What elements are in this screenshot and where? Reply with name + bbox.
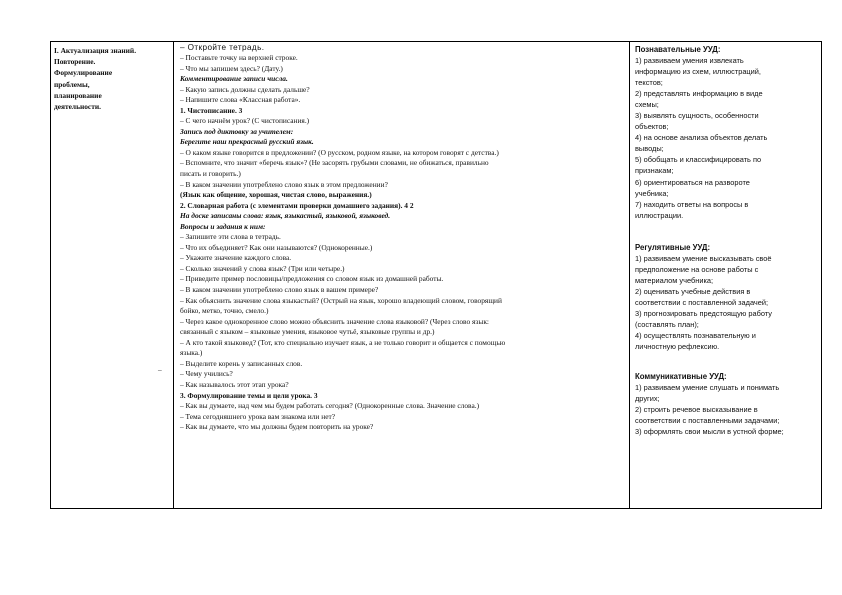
cognitive-item: 7) находить ответы на вопросы в (635, 199, 749, 209)
stage-line: планирование (54, 90, 102, 100)
activity-line: – Приведите пример пословицы/предложения со словом язык из домашней работы. (180, 274, 444, 284)
activity-line: – Как объяснить значение слова языкастый? (Острый на язык, хорошо владеющий словом, говорящий (180, 295, 502, 305)
activity-line: – О каком языке говорится в предложении? (О русском, родном языке, на котором говорят с детства.) (180, 147, 499, 157)
activity-line: – Выделите корень у записанных слов. (180, 358, 303, 368)
regulatory-item: 1) развиваем умение высказывать своё (635, 253, 772, 263)
stage-line: деятельности. (54, 102, 101, 112)
activity-line: – Укажите значение каждого слова. (180, 253, 292, 263)
cognitive-item: информацию из схем, иллюстраций, (635, 67, 761, 77)
activity-line: 3. Формулирование темы и цели урока. 3 (180, 390, 318, 400)
cognitive-list (635, 55, 818, 221)
activity-line: – Как вы думаете, над чем мы будем работать сегодня? (Однокоренные слова. Значение слова.) (180, 401, 480, 411)
cognitive-item: иллюстрации. (635, 210, 684, 220)
activity-line: писать и говорить.) (180, 169, 241, 179)
cognitive-item: объектов; (635, 122, 669, 132)
stage-line: I. Актуализация знаний. (54, 46, 137, 55)
communicative-item: 1) развиваем умение слушать и понимать (635, 383, 780, 393)
activity-line: – Чему учились? (180, 369, 233, 379)
activity-line: На доске записаны слова: язык, языкастый, языковой, языковед. (180, 211, 391, 221)
communicative-item: других; (635, 394, 660, 404)
cognitive-item: 1) развиваем умения извлекать (635, 56, 744, 65)
communicative-item: 3) оформлять свои мысли в устной форме; (635, 427, 784, 437)
activity-line: бойко, метко, точно, смело.) (180, 306, 269, 316)
activity-line: – Как вы думаете, что мы должны будем повторить на уроке? (180, 422, 374, 432)
cognitive-item: признакам; (635, 166, 674, 176)
stage-line: Повторение. (54, 57, 96, 67)
cognitive-item: 6) ориентироваться на развороте (635, 177, 750, 187)
regulatory-item: (составлять план); (635, 319, 699, 329)
activity-line: 2. Словарная работа (с элементами проверки домашнего задания). 4 2 (180, 200, 414, 210)
stage-line: Формулирование (54, 68, 113, 78)
regulatory-item: личностную рефлексию. (635, 342, 720, 352)
cognitive-title: Познавательные УУД: (635, 45, 721, 54)
activity-line: – Какую запись должны сделать дальше? (180, 84, 310, 94)
stage-column (51, 42, 174, 508)
activity-line: (Язык как общение, хорошая, чистая слово, выражения.) (180, 190, 372, 200)
cognitive-item: 4) на основе анализа объектов делать (635, 133, 768, 143)
activity-line: связанный с языком – языковые умения, языковое чутьё, языковые группы и др.) (180, 327, 435, 337)
skills-column (630, 42, 821, 508)
cognitive-item: 2) представлять информацию в виде (635, 89, 763, 99)
communicative-item: соответствии с поставленными задачами; (635, 416, 780, 426)
activity-line: – Откройте тетрадь. (180, 43, 265, 52)
activity-line: – В каком значении употреблено слово язык в вашем примере? (180, 285, 379, 295)
cognitive-item: учебника; (635, 188, 669, 198)
regulatory-item: 4) осуществлять познавательную и (635, 331, 756, 341)
activity-line: – Через какое однокоренное слово можно объяснить значение слова языковой? (Через слово язык: (180, 316, 489, 326)
communicative-title: Коммуникативные УУД: (635, 372, 727, 382)
cognitive-item: схемы; (635, 100, 659, 110)
cognitive-item: 3) выявлять сущность, особенности (635, 111, 759, 121)
stage-line: проблемы, (54, 79, 90, 89)
communicative-item: 2) строить речевое высказывание в (635, 405, 758, 415)
margin-dash: – (158, 365, 162, 374)
activity-line: – Как называлось этот этап урока? (180, 379, 289, 389)
activity-column (174, 42, 630, 508)
cognitive-item: 5) обобщать и классифицировать по (635, 155, 762, 165)
regulatory-item: соответствии с поставленной задачей; (635, 297, 769, 307)
regulatory-title: Регулятивные УУД: (635, 242, 711, 252)
activity-line: Комментирование записи числа. (180, 74, 288, 84)
regulatory-item: 3) прогнозировать предстоящую работу (635, 308, 772, 318)
communicative-list (635, 382, 818, 437)
regulatory-item: предположение на основе работы с (635, 264, 759, 274)
activity-line: Запись под диктовку за учителем: (180, 126, 294, 136)
activity-line: – Сколько значений у слова язык? (Три или четыре.) (180, 263, 345, 273)
lesson-table (50, 41, 822, 509)
activity-line: 1. Чистописание. 3 (180, 105, 243, 115)
activity-line: – Вспомните, что значит «беречь язык»? (Не засорять грубыми словами, не обижаться, правильно (180, 158, 489, 168)
activity-line: – В каком значении употреблено слово язык в этом предложении? (180, 179, 388, 189)
activity-line: Вопросы и задания к ним: (180, 221, 266, 231)
cognitive-item: выводы; (635, 144, 664, 154)
activity-line: – Напишите слова «Классная работа». (180, 95, 301, 105)
cognitive-item: текстов; (635, 78, 663, 88)
activity-line: – Поставьте точку на верхней строке. (180, 53, 298, 62)
activity-line: – Что мы запишем здесь? (Дату.) (180, 63, 283, 73)
activity-line: – Тема сегодняшнего урока вам знакома или нет? (180, 411, 335, 421)
activity-line: Берегите наш прекрасный русский язык. (180, 137, 314, 147)
activity-line: – А кто такой языковед? (Тот, кто специально изучает язык, а не только говорит и общается с помощью (180, 337, 506, 347)
activity-line: – Что их объединяет? Как они называются? (Однокоренные.) (180, 242, 373, 252)
regulatory-item: материалом учебника; (635, 275, 714, 285)
activity-line: – С чего начнём урок? (С чистописания.) (180, 116, 310, 126)
activity-line: языка.) (180, 348, 203, 358)
regulatory-item: 2) оценивать учебные действия в (635, 286, 751, 296)
activity-line: – Запишите эти слова в тетрадь. (180, 232, 281, 242)
regulatory-list (635, 253, 818, 352)
